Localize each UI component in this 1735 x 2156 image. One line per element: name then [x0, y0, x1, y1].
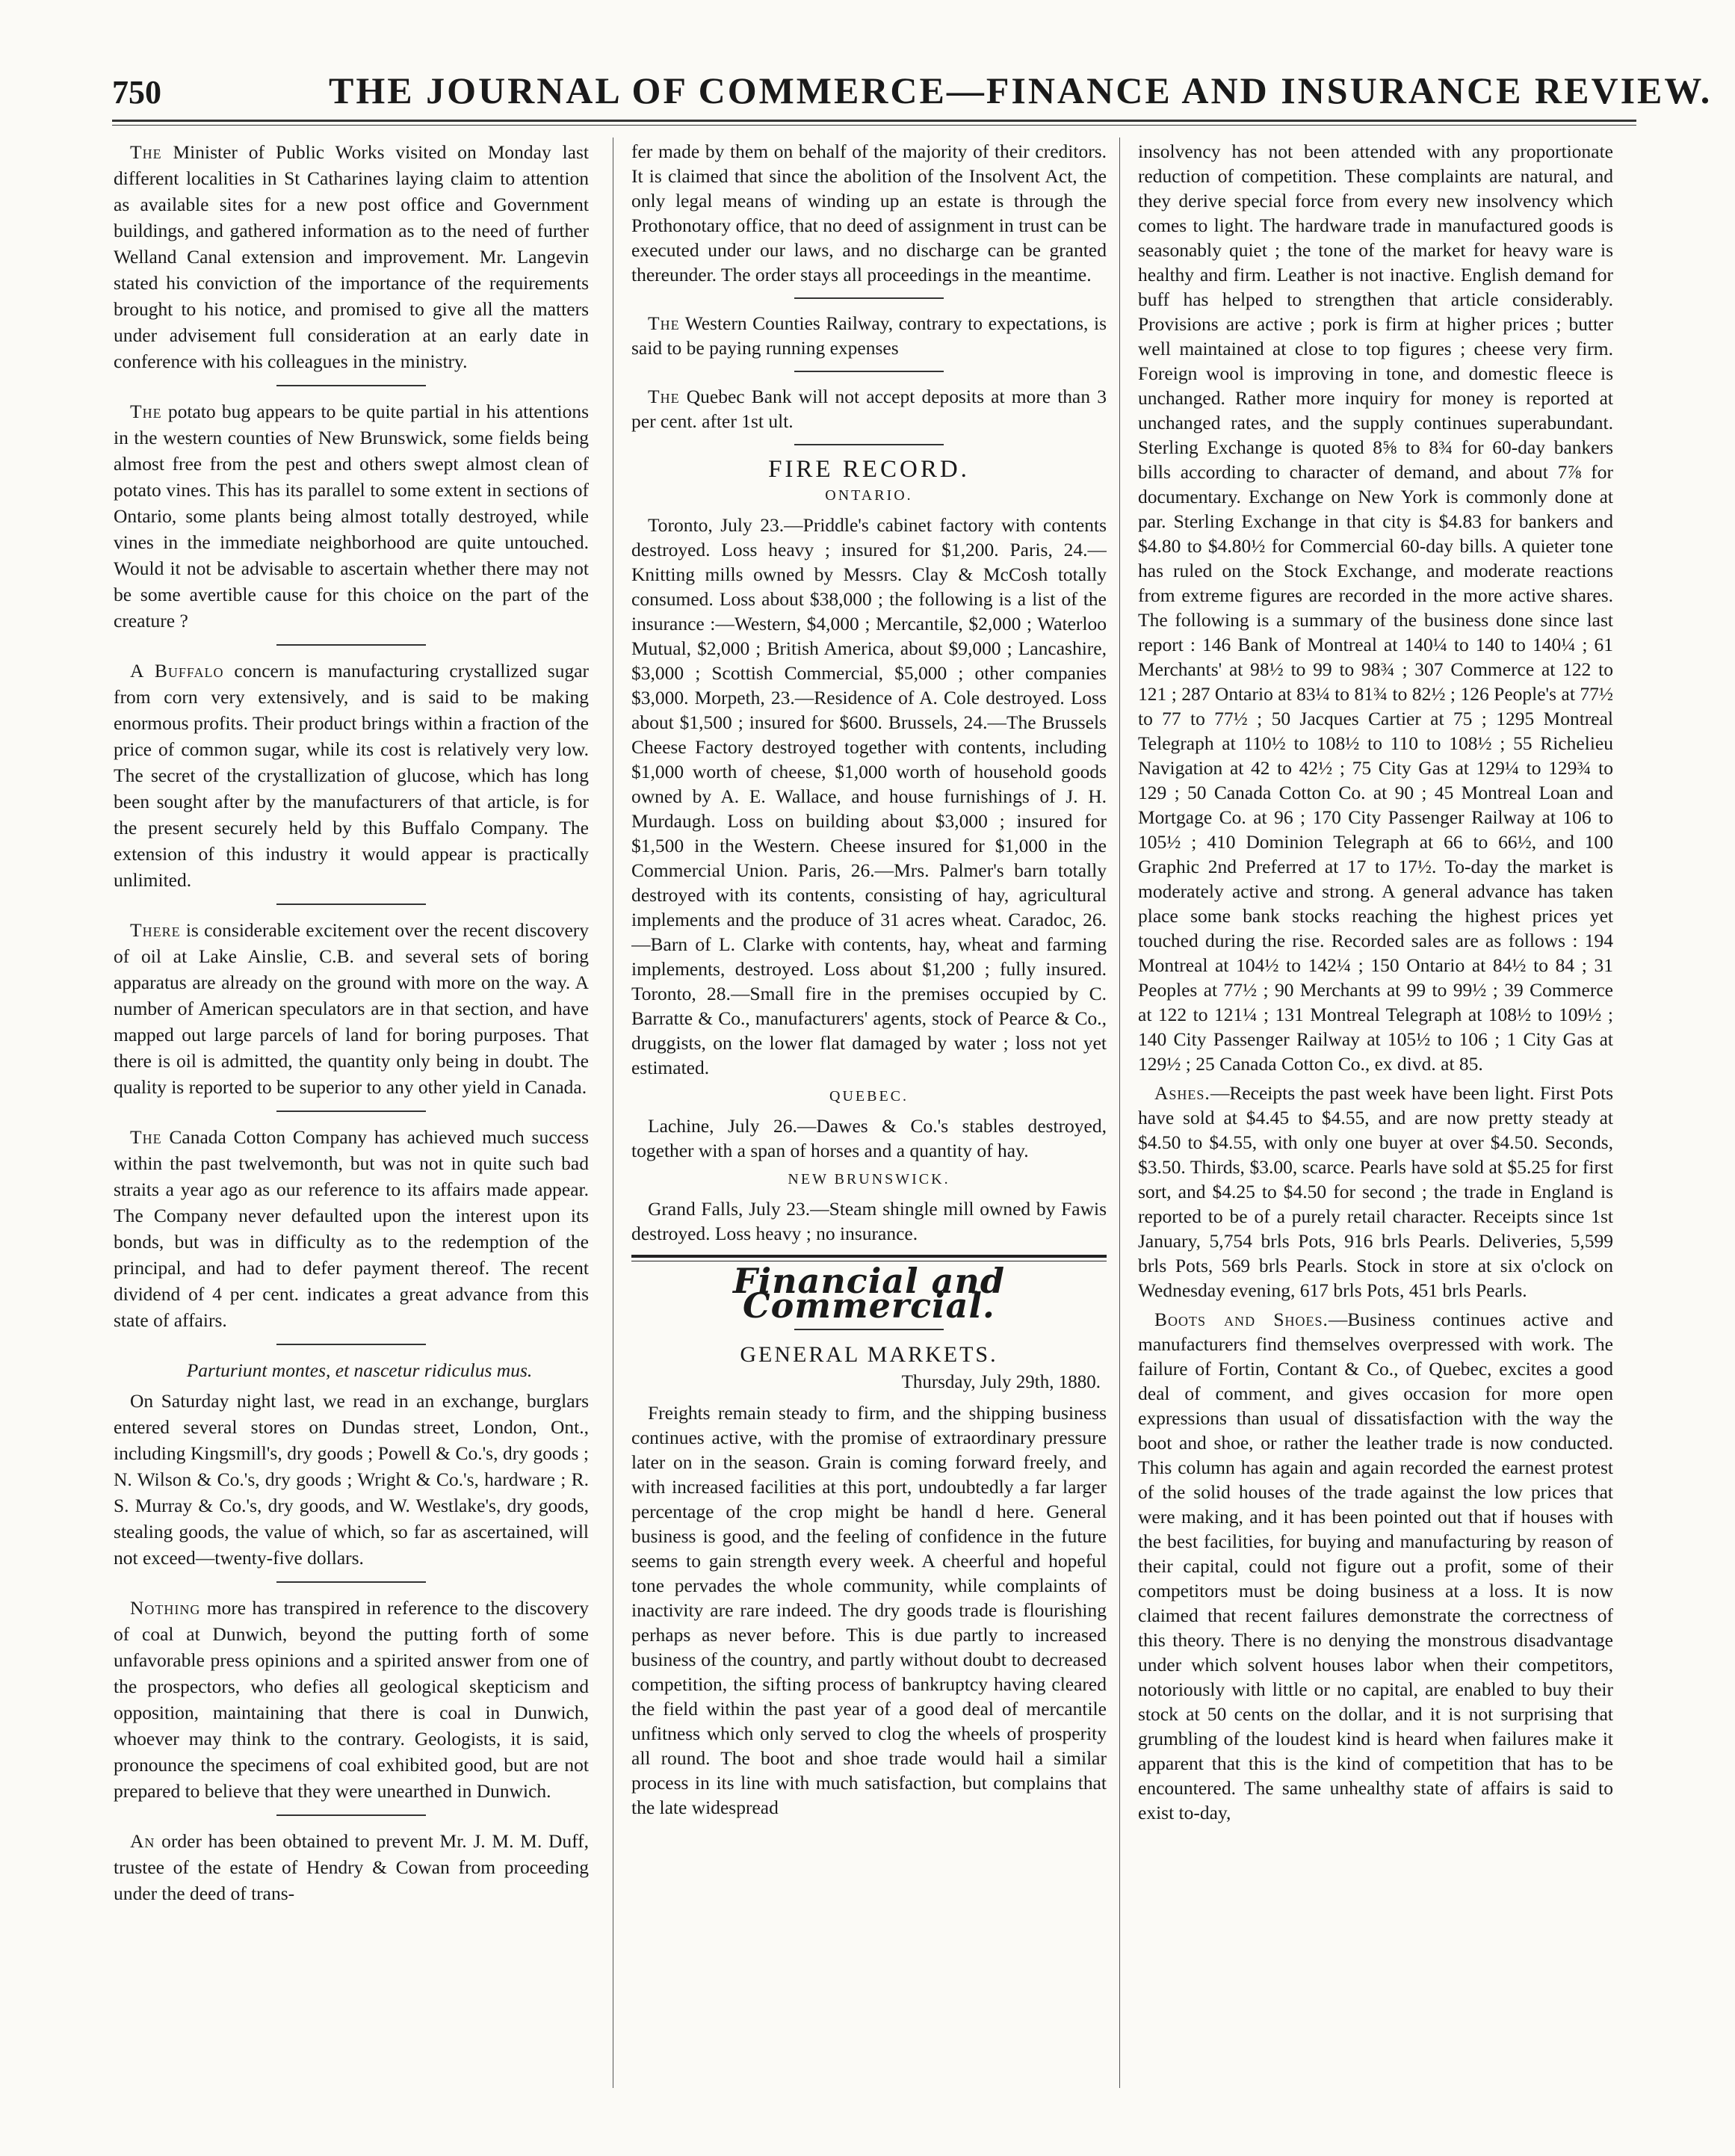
section-title: Financial and Commercial.: [732, 1261, 1006, 1326]
subheading-new-brunswick: NEW BRUNSWICK.: [788, 1171, 950, 1187]
fire-record-quebec: Lachine, July 26.—Dawes & Co.'s stables destroyed, together with a span of horses and a quantity of hay.: [631, 1115, 1107, 1161]
article-rule: [276, 1111, 426, 1112]
article-text: concern is manufacturing crystallized sugar from corn very extensively, and is said to be making enormous profits. Their product brings within a fraction of the price of common sugar, while its cost is relatively very low. The secret of the crystallization of glucose, which has long been sought after by the manufacturers of that article, is for the present securely held by this Buffalo Company. The extension of this industry it would appear is practically unlimited.: [114, 660, 589, 891]
fire-record-heading: FIRE RECORD.: [768, 456, 970, 483]
latin-quote: Parturiunt montes, et nascetur ridiculus mus.: [186, 1359, 533, 1381]
article-rule: [794, 1329, 944, 1330]
article-rule: [276, 904, 426, 905]
article-text: more has transpired in reference to the discovery of coal at Dunwich, beyond the putting forth of some unfavorable press opinions and a spirited answer from one of the prospectors, who defies all geological skepticism and opposition, maintaining that there is coal in Dunwich, whoever may think to the contrary. Geologists, it is said, pronounce the specimens of coal exhibited good, but are not prepared to believe that they were unearthed in Dunwich.: [114, 1597, 589, 1802]
general-markets-text: Freights remain steady to firm, and the shipping business continues active, with the promise of extraordinary pressure later on in the season. Grain is coming forward freely, and with increased facilities at this port, undoubtedly a far larger percentage of the crop might be handl d here. General business is good, and the feeling of confidence in the future seems to gain strength every week. A cheerful and hopeful tone pervades the whole community, while complaints of inactivity are rare indeed. The dry goods trade is flourishing perhaps as never before. This is due partly to increased business of the country, and partly without doubt to decreased competition, the sifting process of bankruptcy having cleared the field within the past year of a good deal of mercantile unfitness which only served to clog the wheels of prosperity all round. The boot and shoe trade would hail a similar process in its line with much satisfaction, but complains that the late widespread: [631, 1402, 1107, 1818]
article-rule: [276, 644, 426, 646]
article-potato-bug: [114, 398, 589, 634]
lead-word: Ashes.: [1154, 1082, 1210, 1104]
article-text: Western Counties Railway, contrary to expectations, is said to be paying running expenses: [631, 312, 1107, 359]
lead-word: Nothing: [130, 1597, 201, 1619]
lead-word: An: [130, 1830, 155, 1852]
journal-title: THE JOURNAL OF COMMERCE—FINANCE AND INSURANCE REVIEW.: [329, 70, 1713, 111]
lead-word: The: [648, 386, 680, 407]
article-buffalo-sugar: [114, 658, 589, 893]
article-text: —Business continues active and manufacturers find themselves overpressed with work. The failure of Fortin, Contant & Co., of Quebec, excites a good deal of comment, and gives occasion for more open expressions than usual of dissatisfaction with the way the boot and shoe, or rather the leather trade is now conducted. This column has again and again recorded the earnest protest of the solid houses of the trade against the low prices that were making, and it has been pointed out that if houses with the best facilities, for buying and manufacturing by reason of their capital, could not figure out a profit, some of their competitors must be doing business at a loss. It is now claimed that recent failures demonstrate the correctness of this theory. There is no denying the monstrous disadvantage under which solvent houses labor when their competitors, notoriously with little or no capital, are enabled to buy their stock at 50 cents on the dollar, and it is not surprising that grumbling of the loudest kind is heard when failures make it apparent that this is the kind of competition that has to be encountered. The same unhealthy state of affairs is said to exist to-day,: [1138, 1309, 1613, 1823]
article-text: Quebec Bank will not accept deposits at more than 3 per cent. after 1st ult.: [631, 386, 1107, 432]
lead-word: The: [648, 312, 680, 334]
article-text: —Receipts the past week have been light. First Pots have sold at $4.45 to $4.55, and are now pretty steady at $4.50 to $4.55, with only one buyer at over $4.50. Seconds, $3.50. Thirds, $3.00, scarce. Pearls have sold at $5.25 for first sort, and $4.25 to $4.50 for second ; the trade in England is reported to be of a purely retail character. Receipts since 1st January, 5,754 brls Pots, 916 brls Pearls. Deliveries, 5,599 brls Pots, 569 brls Pearls. Stock in store at six o'clock on Wednesday evening, 617 brls Pots, 451 brls Pearls.: [1138, 1082, 1613, 1301]
page-number: 750: [112, 74, 161, 111]
article-text: order has been obtained to prevent Mr. J. M. M. Duff, trustee of the estate of Hendry & Cowan from proceeding under the deed of trans-: [114, 1830, 589, 1904]
subheading-ontario: ONTARIO.: [825, 487, 913, 504]
article-public-works: [114, 139, 589, 374]
lead-word: The: [130, 141, 162, 163]
lead-word: A Buffalo: [130, 660, 224, 682]
subheading-quebec: QUEBEC.: [829, 1088, 909, 1105]
running-head: [112, 69, 1713, 115]
article-canada-cotton: [114, 1124, 589, 1333]
article-lake-ainslie-oil: [114, 917, 589, 1100]
lead-word: There: [130, 919, 181, 941]
article-rule: [794, 444, 944, 445]
column-divider: [1119, 138, 1120, 2088]
header-rule: [112, 120, 1636, 126]
article-text: On Saturday night last, we read in an exchange, burglars entered several stores on Dundas street, London, Ont., including Kingsmill's, dry goods ; Powell & Co.'s, dry goods ; N. Wilson & Co.'s, dry goods ; Wright & Co.'s, hardware ; R. S. Murray & Co.'s, dry goods, and W. Westlake's, dry goods, stealing goods, the value of which, so far as ascertained, will not exceed—twenty-five dollars.: [114, 1390, 589, 1569]
article-text: Canada Cotton Company has achieved much success within the past twelvemonth, but was not in quite such bad straits a year ago as our reference to its affairs made appear. The Company never defaulted upon the interest upon its bonds, but was in difficulty as to the redemption of the principal, and had to defer payment thereof. The recent dividend of 4 per cent. indicates a great advance from this state of affairs.: [114, 1126, 589, 1331]
article-rule: [276, 1581, 426, 1583]
general-markets-continued: insolvency has not been attended with any proportionate reduction of competition. These complaints are natural, and they derive special force from every new insolvency which comes to light. The hardware trade in manufactured goods is seasonably quiet ; the tone of the market for heavy ware is healthy and firm. Leather is not inactive. English demand for buff has helped to strengthen that article considerably. Provisions are active ; pork is firm at higher prices ; butter well maintained at close to top figures ; cheese very firm. Foreign wool is improving in tone, and domestic fleece is unchanged. Rather more inquiry for money is reported at unchanged rates, and the supply continues superabundant. Sterling Exchange is quoted 8⅝ to 8¾ for 60-day bankers bills according to character of demand, and about 7⅞ for documentary. Exchange on New York is commonly done at par. Sterling Exchange in that city is $4.83 for bankers and $4.80 to $4.80½ for Commercial 60-day bills. A quieter tone has ruled on the Stock Exchange, and moderate reactions from extreme figures are recorded in the more active shares. The following is a summary of the business done since last report : 146 Bank of Montreal at 140¼ to 140 to 140¼ ; 61 Merchants' at 98½ to 99 to 98¾ ; 307 Commerce at 122 to 121 ; 287 Ontario at 83¼ to 81¾ to 82½ ; 126 People's at 77½ to 77 to 77½ ; 50 Jacques Cartier at 75 ; 1295 Montreal Telegraph at 110½ to 108½ to 110 to 108½ ; 55 Richelieu Navigation at 42 to 42½ ; 75 City Gas at 129¼ to 129¾ to 129 ; 50 Canada Cotton Co. at 90 ; 45 Montreal Loan and Mortgage Co. at 96 ; 170 City Passenger Railway at 106 to 105½ ; 410 Dominion Telegraph at 66 to 66½, and 100 Graphic 2nd Preferred at 17 to 17½. To-day the market is moderately active and strong. A general advance has taken place some bank stocks reaching the highest prices yet touched during the rise. Recorded sales are as follows : 194 Montreal at 104½ to 142¼ ; 150 Ontario at 84½ to 84 ; 31 Peoples at 77½ ; 90 Merchants at 99 to 99½ ; 39 Commerce at 122 to 121¼ ; 131 Montreal Telegraph at 108½ to 109½ ; 140 City Passenger Railway at 105½ to 106 ; 1 City Gas at 129½ ; 25 Canada Cotton Co., ex divd. at 85.: [1138, 140, 1613, 1075]
article-dunwich-coal: [114, 1595, 589, 1804]
article-rule: [276, 1344, 426, 1345]
article-quebec-bank: [631, 384, 1107, 433]
column-1: [114, 139, 589, 2082]
market-boots-and-shoes: [1138, 1307, 1613, 1825]
article-burglary: [114, 1388, 589, 1571]
lead-word: The: [130, 1126, 162, 1148]
dateline: Thursday, July 29th, 1880.: [901, 1372, 1101, 1392]
lead-word: Boots and Shoes.: [1154, 1309, 1329, 1330]
article-text: is considerable excitement over the recent discovery of oil at Lake Ainslie, C.B. and several sets of boring apparatus are already on the ground with more on the way. A number of American speculators are in that section, and have mapped out large parcels of land for boring purposes. That there is oil is admitted, the quantity only being in doubt. The quality is reported to be superior to any other yield in Canada.: [114, 919, 589, 1098]
general-markets-heading: GENERAL MARKETS.: [740, 1342, 998, 1367]
column-3: [1138, 139, 1613, 2082]
column-2: [631, 139, 1107, 2082]
article-rule: [276, 1814, 426, 1816]
market-ashes: [1138, 1081, 1613, 1303]
article-duff-order-continued: fer made by them on behalf of the majority of their creditors. It is claimed that since the abolition of the Insolvent Act, the only legal means of winding up an estate is through the Prothonotary office, that no deed of assignment in trust can be executed under our laws, and no discharge can be granted thereunder. The order stays all proceedings in the meantime.: [631, 140, 1107, 285]
article-rule: [794, 297, 944, 299]
fire-record-ontario: Toronto, July 23.—Priddle's cabinet factory with contents destroyed. Loss heavy ; insured for $1,200. Paris, 24.—Knitting mills owned by Messrs. Clay & McCosh totally consumed. Loss about $38,000 ; the following is a list of the insurance :—Western, $4,000 ; Mercantile, $2,000 ; Waterloo Mutual, $2,000 ; British America, about $9,000 ; Lancashire, $3,000 ; Scottish Commercial, $5,000 ; other companies $3,000. Morpeth, 23.—Residence of A. Cole destroyed. Loss about $1,500 ; insured for $600. Brussels, 24.—The Brussels Cheese Factory destroyed together with contents, including $1,000 worth of cheese, $1,000 worth of household goods owned by A. E. Wallace, and house furnishings of J. H. Murdaugh. Loss on building about $3,000 ; insured for $1,500 in the Western. Cheese insured for $1,000 in the Commercial Union. Paris, 26.—Mrs. Palmer's barn totally destroyed with its contents, consisting of hay, agricultural implements and the produce of 31 acres wheat. Caradoc, 26.—Barn of L. Clarke with contents, hay, wheat and farming implements, destroyed. Loss about $1,200 ; fully insured. Toronto, 28.—Small fire in the premises occupied by C. Barratte & Co., manufacturers' agents, stock of Pearce & Co., druggists, on the lower flat damaged by water ; loss not yet estimated.: [631, 514, 1107, 1078]
article-rule: [276, 385, 426, 386]
article-text: Minister of Public Works visited on Monday last different localities in St Catharines laying claim to attention as available sites for a new post office and Government buildings, and gathered information as to the need of further Welland Canal extension and improvement. Mr. Langevin stated his conviction of the importance of the requirements brought to his notice, and promised to give all the matters under advisement full consideration at an early date in conference with his colleagues in the ministry.: [114, 141, 589, 372]
fire-record-new-brunswick: Grand Falls, July 23.—Steam shingle mill owned by Fawis destroyed. Loss heavy ; no insurance.: [631, 1198, 1107, 1244]
lead-word: The: [130, 401, 162, 422]
article-text: potato bug appears to be quite partial in his attentions in the western counties of New Brunswick, some fields being almost free from the pest and others swept almost clean of potato vines. This has its parallel to some extent in sections of Ontario, some plants being almost totally destroyed, while vines in the immediate neighborhood are quite untouched. Would it not be advisable to ascertain whether there may not be some avertible cause for this choice on the part of the creature ?: [114, 401, 589, 631]
article-rule: [794, 371, 944, 372]
article-duff-order: [114, 1828, 589, 1906]
article-western-counties-railway: [631, 311, 1107, 360]
